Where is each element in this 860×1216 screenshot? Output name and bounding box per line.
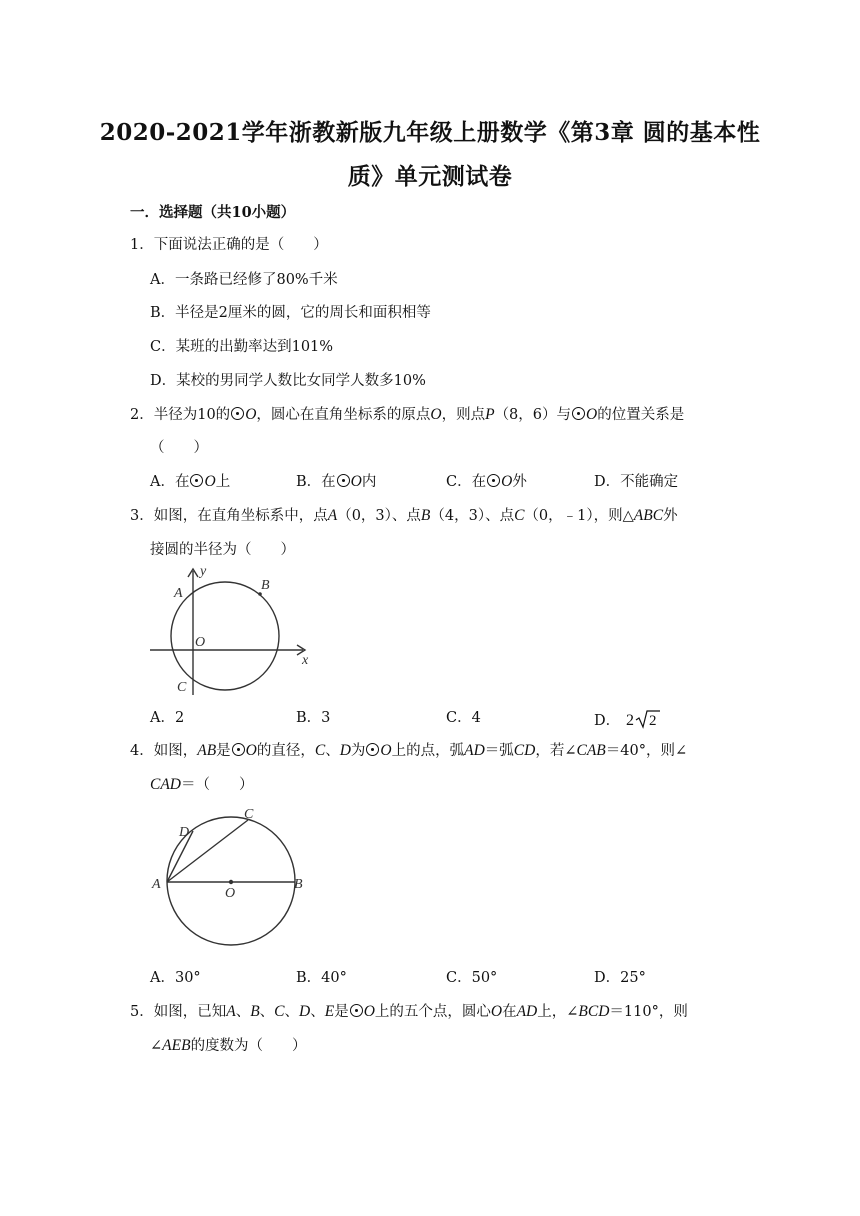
- page-title-line1: 2020-2021学年浙教新版九年级上册数学《第3章 圆的基本性: [99, 119, 761, 146]
- q1-option-a: A．一条路已经修了80%千米: [150, 272, 338, 288]
- circle-dot-symbol: [231, 407, 244, 420]
- question-5-stem-line2: ∠AEB的度数为（ ）: [150, 1037, 307, 1054]
- q4-option-d: D．25°: [594, 970, 646, 986]
- q3-option-b: B．3: [296, 710, 331, 726]
- q1-option-c: C．某班的出勤率达到101%: [150, 339, 334, 355]
- svg-text:A: A: [152, 877, 161, 892]
- svg-text:O: O: [225, 886, 236, 901]
- center-dot: [229, 880, 233, 884]
- question-1-stem: 1．下面说法正确的是（ ）: [130, 237, 328, 253]
- svg-text:B: B: [261, 578, 270, 593]
- q4-option-a: A．30°: [150, 970, 201, 986]
- svg-text:C: C: [177, 680, 187, 695]
- q2-option-a: A．在 O上: [150, 473, 231, 490]
- q3-option-c: C．4: [446, 710, 481, 726]
- question-3-stem: 3．如图，在直角坐标系中，点A（0，3）、点B（4，3）、点C（0，﹣1），则△ABC外: [130, 507, 678, 524]
- q4-option-b: B．40°: [296, 970, 347, 986]
- question-4-stem-line2: CAD＝（ ）: [150, 776, 254, 793]
- svg-text:D: D: [179, 825, 190, 840]
- svg-text:x: x: [302, 653, 309, 668]
- svg-text:2: 2: [625, 712, 634, 729]
- question-4-stem: 4．如图，AB是 O的直径，C、D为 O上的点，弧AD＝弧CD，若∠CAB＝40°，则∠: [130, 742, 688, 759]
- svg-text:O: O: [195, 635, 206, 650]
- question-5-stem: 5．如图，已知A、B、C、D、E是 O上的五个点，圆心O在AD上，∠BCD＝110°，则: [130, 1003, 688, 1020]
- svg-text:2: 2: [648, 713, 657, 729]
- question-3-stem-line2: 接圆的半径为（ ）: [150, 542, 295, 558]
- svg-text:A: A: [174, 586, 183, 601]
- svg-text:B: B: [294, 877, 303, 892]
- q4-figure-circle-diameter: [148, 803, 310, 953]
- question-2-answer-paren: （ ）: [150, 440, 208, 456]
- q2-option-d: D．不能确定: [594, 474, 679, 490]
- q2-option-b: B．在 O内: [296, 473, 377, 490]
- q1-option-d: D．某校的男同学人数比女同学人数多10%: [150, 373, 426, 389]
- q1-option-b: B．半径是2厘米的圆，它的周长和面积相等: [150, 305, 431, 321]
- svg-text:C: C: [244, 807, 254, 822]
- circle-dot-symbol: [572, 407, 585, 420]
- two-sqrt-two-expression: [625, 708, 661, 730]
- q2-option-c: C．在 O外: [446, 473, 527, 490]
- q3-figure-circle-coordinate: [145, 565, 315, 700]
- q4-option-c: C．50°: [446, 970, 498, 986]
- svg-text:y: y: [200, 565, 207, 579]
- question-2-stem: 2．半径为10的 O，圆心在直角坐标系的原点O，则点P（8，6）与 O的位置关系是: [130, 406, 685, 423]
- page-title-line2: 质》单元测试卷: [347, 163, 513, 190]
- q3-option-a: A．2: [150, 710, 185, 726]
- section-heading: 一．选择题（共10小题）: [130, 204, 296, 221]
- q3-option-d: D． 2 2: [594, 708, 661, 731]
